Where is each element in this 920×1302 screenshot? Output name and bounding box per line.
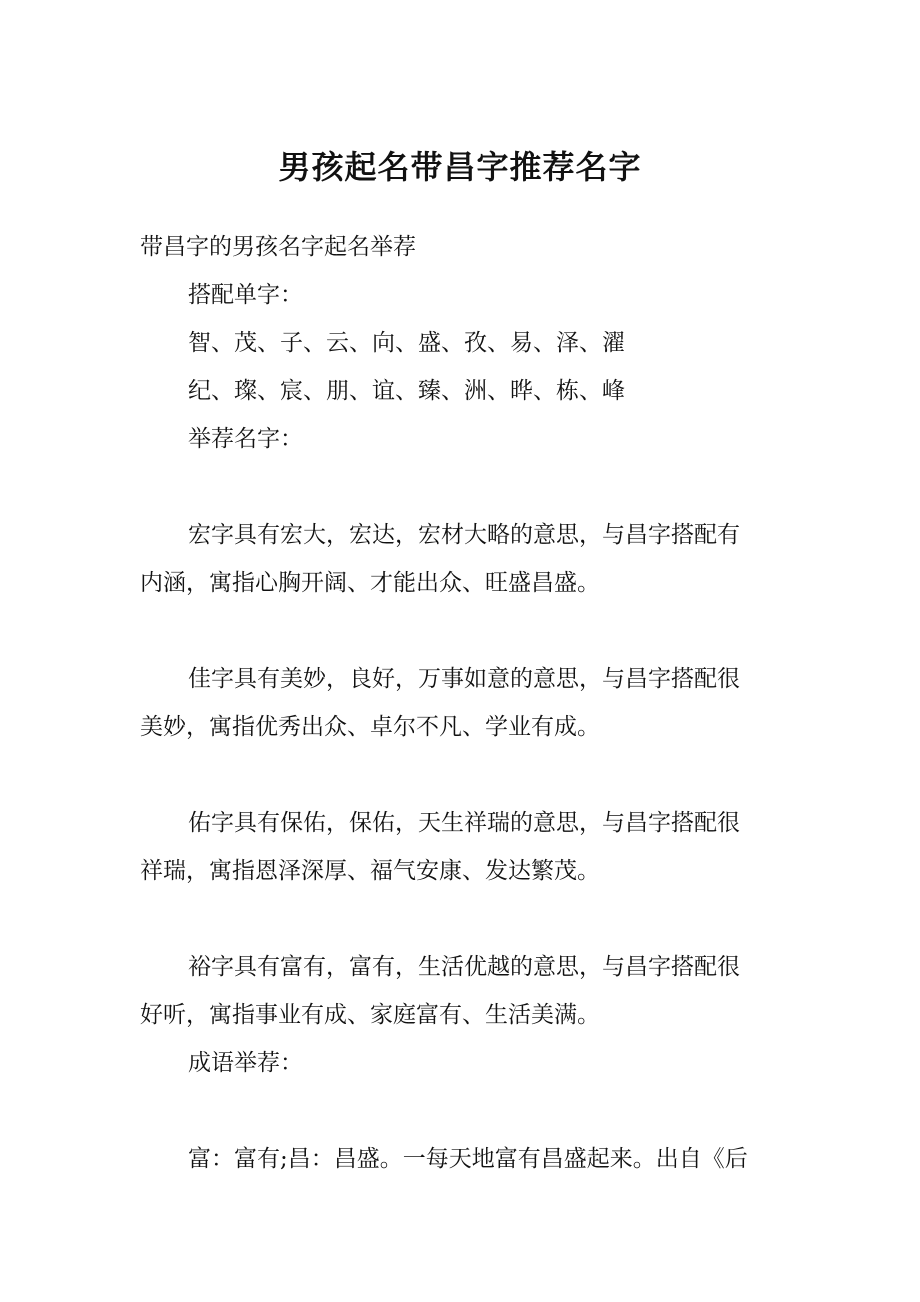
single-chars-line: 智、茂、子、云、向、盛、孜、易、泽、濯 bbox=[188, 330, 625, 356]
document-title: 男孩起名带昌字推荐名字 bbox=[278, 148, 642, 186]
section-heading: 带昌字的男孩名字起名举荐 bbox=[140, 234, 416, 260]
paragraph-line: 宏字具有宏大，宏达，宏材大略的意思，与昌字搭配有 bbox=[188, 522, 740, 548]
paragraph-line: 佳字具有美妙，良好，万事如意的意思，与昌字搭配很 bbox=[188, 666, 740, 692]
paragraph-line: 佑字具有保佑，保佑，天生祥瑞的意思，与昌字搭配很 bbox=[188, 810, 740, 836]
names-label: 举荐名字： bbox=[188, 426, 303, 452]
paragraph-line: 美妙，寓指优秀出众、卓尔不凡、学业有成。 bbox=[140, 714, 600, 740]
single-chars-line: 纪、璨、宸、朋、谊、臻、洲、晔、栋、峰 bbox=[188, 378, 625, 404]
paragraph-line: 好听，寓指事业有成、家庭富有、生活美满。 bbox=[140, 1002, 600, 1028]
paragraph-line: 内涵，寓指心胸开阔、才能出众、旺盛昌盛。 bbox=[140, 570, 600, 596]
single-chars-label: 搭配单字： bbox=[188, 282, 303, 308]
idioms-label: 成语举荐： bbox=[188, 1050, 303, 1076]
idiom-line: 富：富有;昌：昌盛。一每天地富有昌盛起来。出自《后 bbox=[188, 1146, 748, 1172]
paragraph-line: 祥瑞，寓指恩泽深厚、福气安康、发达繁茂。 bbox=[140, 858, 600, 884]
paragraph-line: 裕字具有富有，富有，生活优越的意思，与昌字搭配很 bbox=[188, 954, 740, 980]
